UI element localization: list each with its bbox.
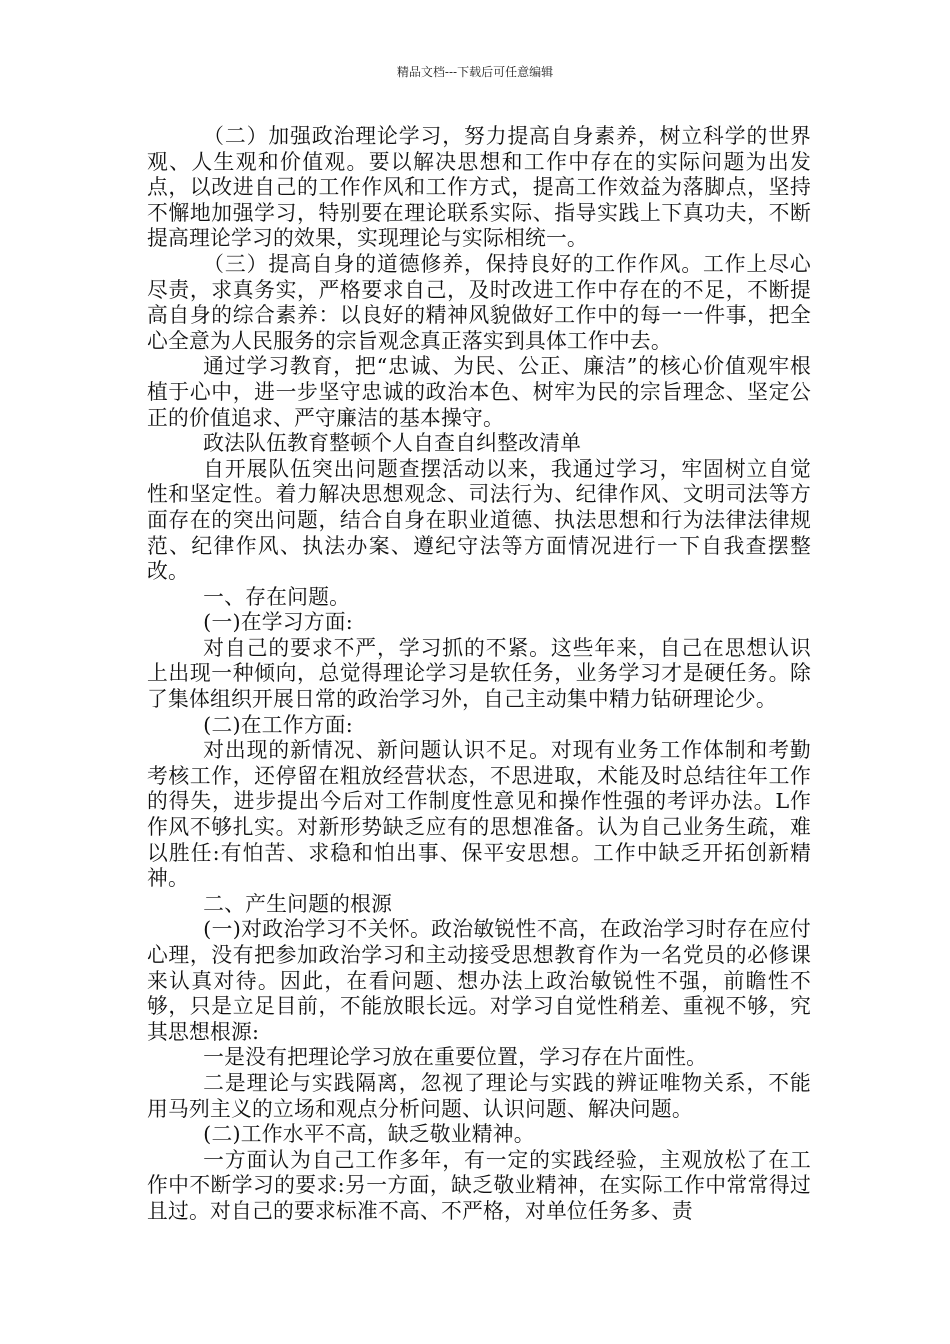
subheading-study: (一)在学习方面: [203,610,353,635]
paragraph-intro: 自开展队伍突出问题查摆活动以来，我通过学习，牢固树立自觉性和坚定性。着力解决思想观念、司法行为、纪律作风、文明司法等方面存在的突出问题，结合自身在职业道德、执法思想和行为法律法律规范、纪律作风、执法办案、遵纪守法等方面情况进行一下自我查摆整改。 [147,456,811,584]
heading-existing-problems: 一、存在问题。 [203,584,351,609]
paragraph-work-level: 一方面认为自己工作多年，有一定的实践经验，主观放松了在工作中不断学习的要求:另一方面，缺乏敬业精神，在实际工作中常常得过且过。对自己的要求标准不高、不严格，对单位任务多、责 [147,1147,811,1223]
paragraph-cause-two: 二是理论与实践隔离，忽视了理论与实践的辨证唯物关系，不能用马列主义的立场和观点分析问题、认识问题、解决问题。 [147,1070,811,1121]
paragraph-strengthen-theory-study: （二）加强政治理论学习，努力提高自身素养，树立科学的世界观、人生观和价值观。要以解决思想和工作中存在的实际问题为出发点，以改进自己的工作作风和工作方式，提高工作效益为落脚点，坚持不懈地加强学习，特别要在理论联系实际、指导实践上下真功夫，不断提高理论学习的效果，实现理论与实际相统一。 [147,124,811,251]
paragraph-work-issues: 对出现的新情况、新问题认识不足。对现有业务工作体制和考勤考核工作，还停留在粗放经营状态，不思进取，术能及时总结往年工作的得失，进步提出今后对工作制度性意见和操作性强的考评办法。L作作风不够扎实。对新形势缺乏应有的思想准备。认为自己业务生疏，难以胜任:有怕苦、求稳和怕出事、保平安思想。工作中缺乏开拓创新精神。 [147,738,811,891]
paragraph-cause-one: 一是没有把理论学习放在重要位置，学习存在片面性。 [203,1045,708,1070]
section-title: 政法队伍教育整顿个人自查自纠整改清单 [203,431,582,456]
paragraph-study-issues: 对自己的要求不严，学习抓的不紧。这些年来，自己在思想认识上出现一种倾向，总觉得理论学习是软任务，业务学习才是硬任务。除了集体组织开展日常的政治学习外，自己主动集中精力钻研理论少。 [147,635,811,712]
paragraph-political-study: (一)对政治学习不关怀。政治敏锐性不高，在政治学习时存在应付心理，没有把参加政治学习和主动接受思想教育作为一名党员的必修课来认真对待。因此，在看问题、想办法上政治敏锐性不强，前瞻性不够，只是立足目前，不能放眼长远。对学习自觉性稍差、重视不够，究其思想根源: [147,917,811,1044]
subheading-work-level: (二)工作水平不高，缺乏敬业精神。 [203,1122,535,1147]
page-header: 精品文档---下载后可任意编辑 [396,65,554,79]
document-body [147,124,811,1225]
heading-root-causes: 二、产生问题的根源 [203,891,393,916]
paragraph-core-values: 通过学习教育，把“忠诚、为民、公正、廉洁”的核心价值观牢根植于心中，进一步坚守忠诚的政治本色、树牢为民的宗旨理念、坚定公正的价值追求、严守廉洁的基本操守。 [147,354,811,430]
subheading-work: (二)在工作方面: [203,712,353,737]
paragraph-moral-cultivation: （三）提高自身的道德修养，保持良好的工作作风。工作上尽心尽责，求真务实，严格要求自己，及时改进工作中存在的不足，不断提高自身的综合素养：以良好的精神风貌做好工作中的每一一件事，把全心全意为人民服务的宗旨观念真正落实到具体工作中去。 [147,251,811,353]
